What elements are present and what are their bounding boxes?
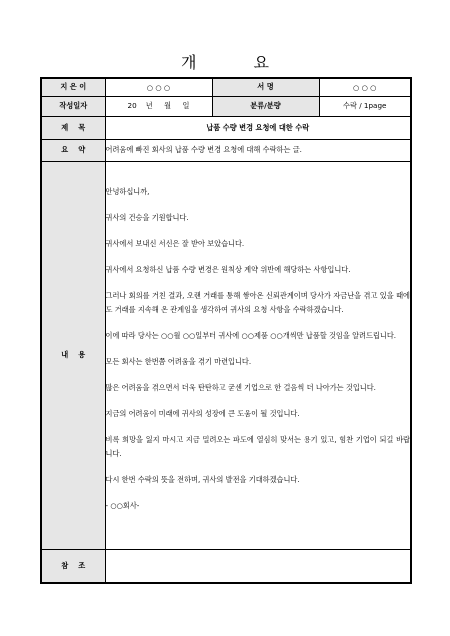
content-paragraph: - ○○회사- — [105, 500, 140, 510]
summary-text: 어려움에 빠진 회사의 납품 수량 변경 요청에 대해 수락하는 글. — [105, 139, 411, 161]
author-label: 지 은 이 — [41, 78, 105, 96]
content-label: 내 용 — [41, 161, 105, 549]
reference-value — [105, 549, 411, 583]
content-paragraph: 귀사의 건승을 기원합니다. — [105, 213, 189, 223]
content-paragraph: 귀사에서 보내신 서신은 잘 받아 보았습니다. — [105, 239, 245, 249]
document-subject: 납품 수량 변경 요청에 대한 수락 — [105, 116, 411, 139]
author-value: ○ ○ ○ — [105, 78, 212, 96]
content-paragraph: 다시 한번 수락의 뜻을 전하며, 귀사의 발전을 기대하겠습니다. — [105, 474, 300, 484]
summary-label: 요 약 — [41, 139, 105, 161]
content-paragraph: 지금의 어려움이 미래에 귀사의 성장에 큰 도움이 될 것입니다. — [105, 409, 300, 419]
overview-form — [40, 77, 412, 584]
content-body — [105, 161, 411, 549]
signature-label: 서 명 — [212, 78, 319, 96]
content-paragraph: 그러나 회의를 거친 결과, 오랜 거래를 통해 쌓아온 신뢰관계이며 당사가 자금난을 겪고 있을 때에도 거래를 지속해 온 관계임을 생각하여 귀사의 요청 사항을 수락하겠습니다. — [105, 291, 410, 314]
category-label: 분류/분량 — [212, 96, 319, 116]
page-title: 개 요 — [181, 53, 295, 72]
signature-value: ○ ○ ○ — [319, 78, 411, 96]
content-paragraph: 귀사에서 요청하신 납품 수량 변경은 원칙상 계약 위반에 해당하는 사항입니다. — [105, 265, 351, 275]
content-paragraph: 안녕하십니까, — [105, 186, 150, 196]
content-paragraph: 비록 희망을 잃지 마시고 지금 밀려오는 파도에 열심히 맞서는 용기 있고, 힘찬 기업이 되길 바랍니다. — [105, 435, 410, 458]
subject-label: 제 목 — [41, 116, 105, 139]
category-value: 수락 / 1page — [319, 96, 411, 116]
reference-label: 참 조 — [41, 549, 105, 583]
date-label: 작성일자 — [41, 96, 105, 116]
content-paragraphs — [106, 185, 411, 513]
date-value: 20 년 월 일 — [105, 96, 212, 116]
content-paragraph: 많은 어려움을 겪으면서 더욱 탄탄하고 굳센 기업으로 한 걸음씩 더 나아가는 것입니다. — [105, 383, 376, 393]
content-paragraph: 모든 회사는 한번쯤 어려움을 겪기 마련입니다. — [105, 357, 252, 366]
content-paragraph: 이에 따라 당사는 ○○월 ○○일부터 귀사에 ○○제품 ○○개씩만 납품할 것임을 알려드립니다. — [105, 330, 397, 340]
